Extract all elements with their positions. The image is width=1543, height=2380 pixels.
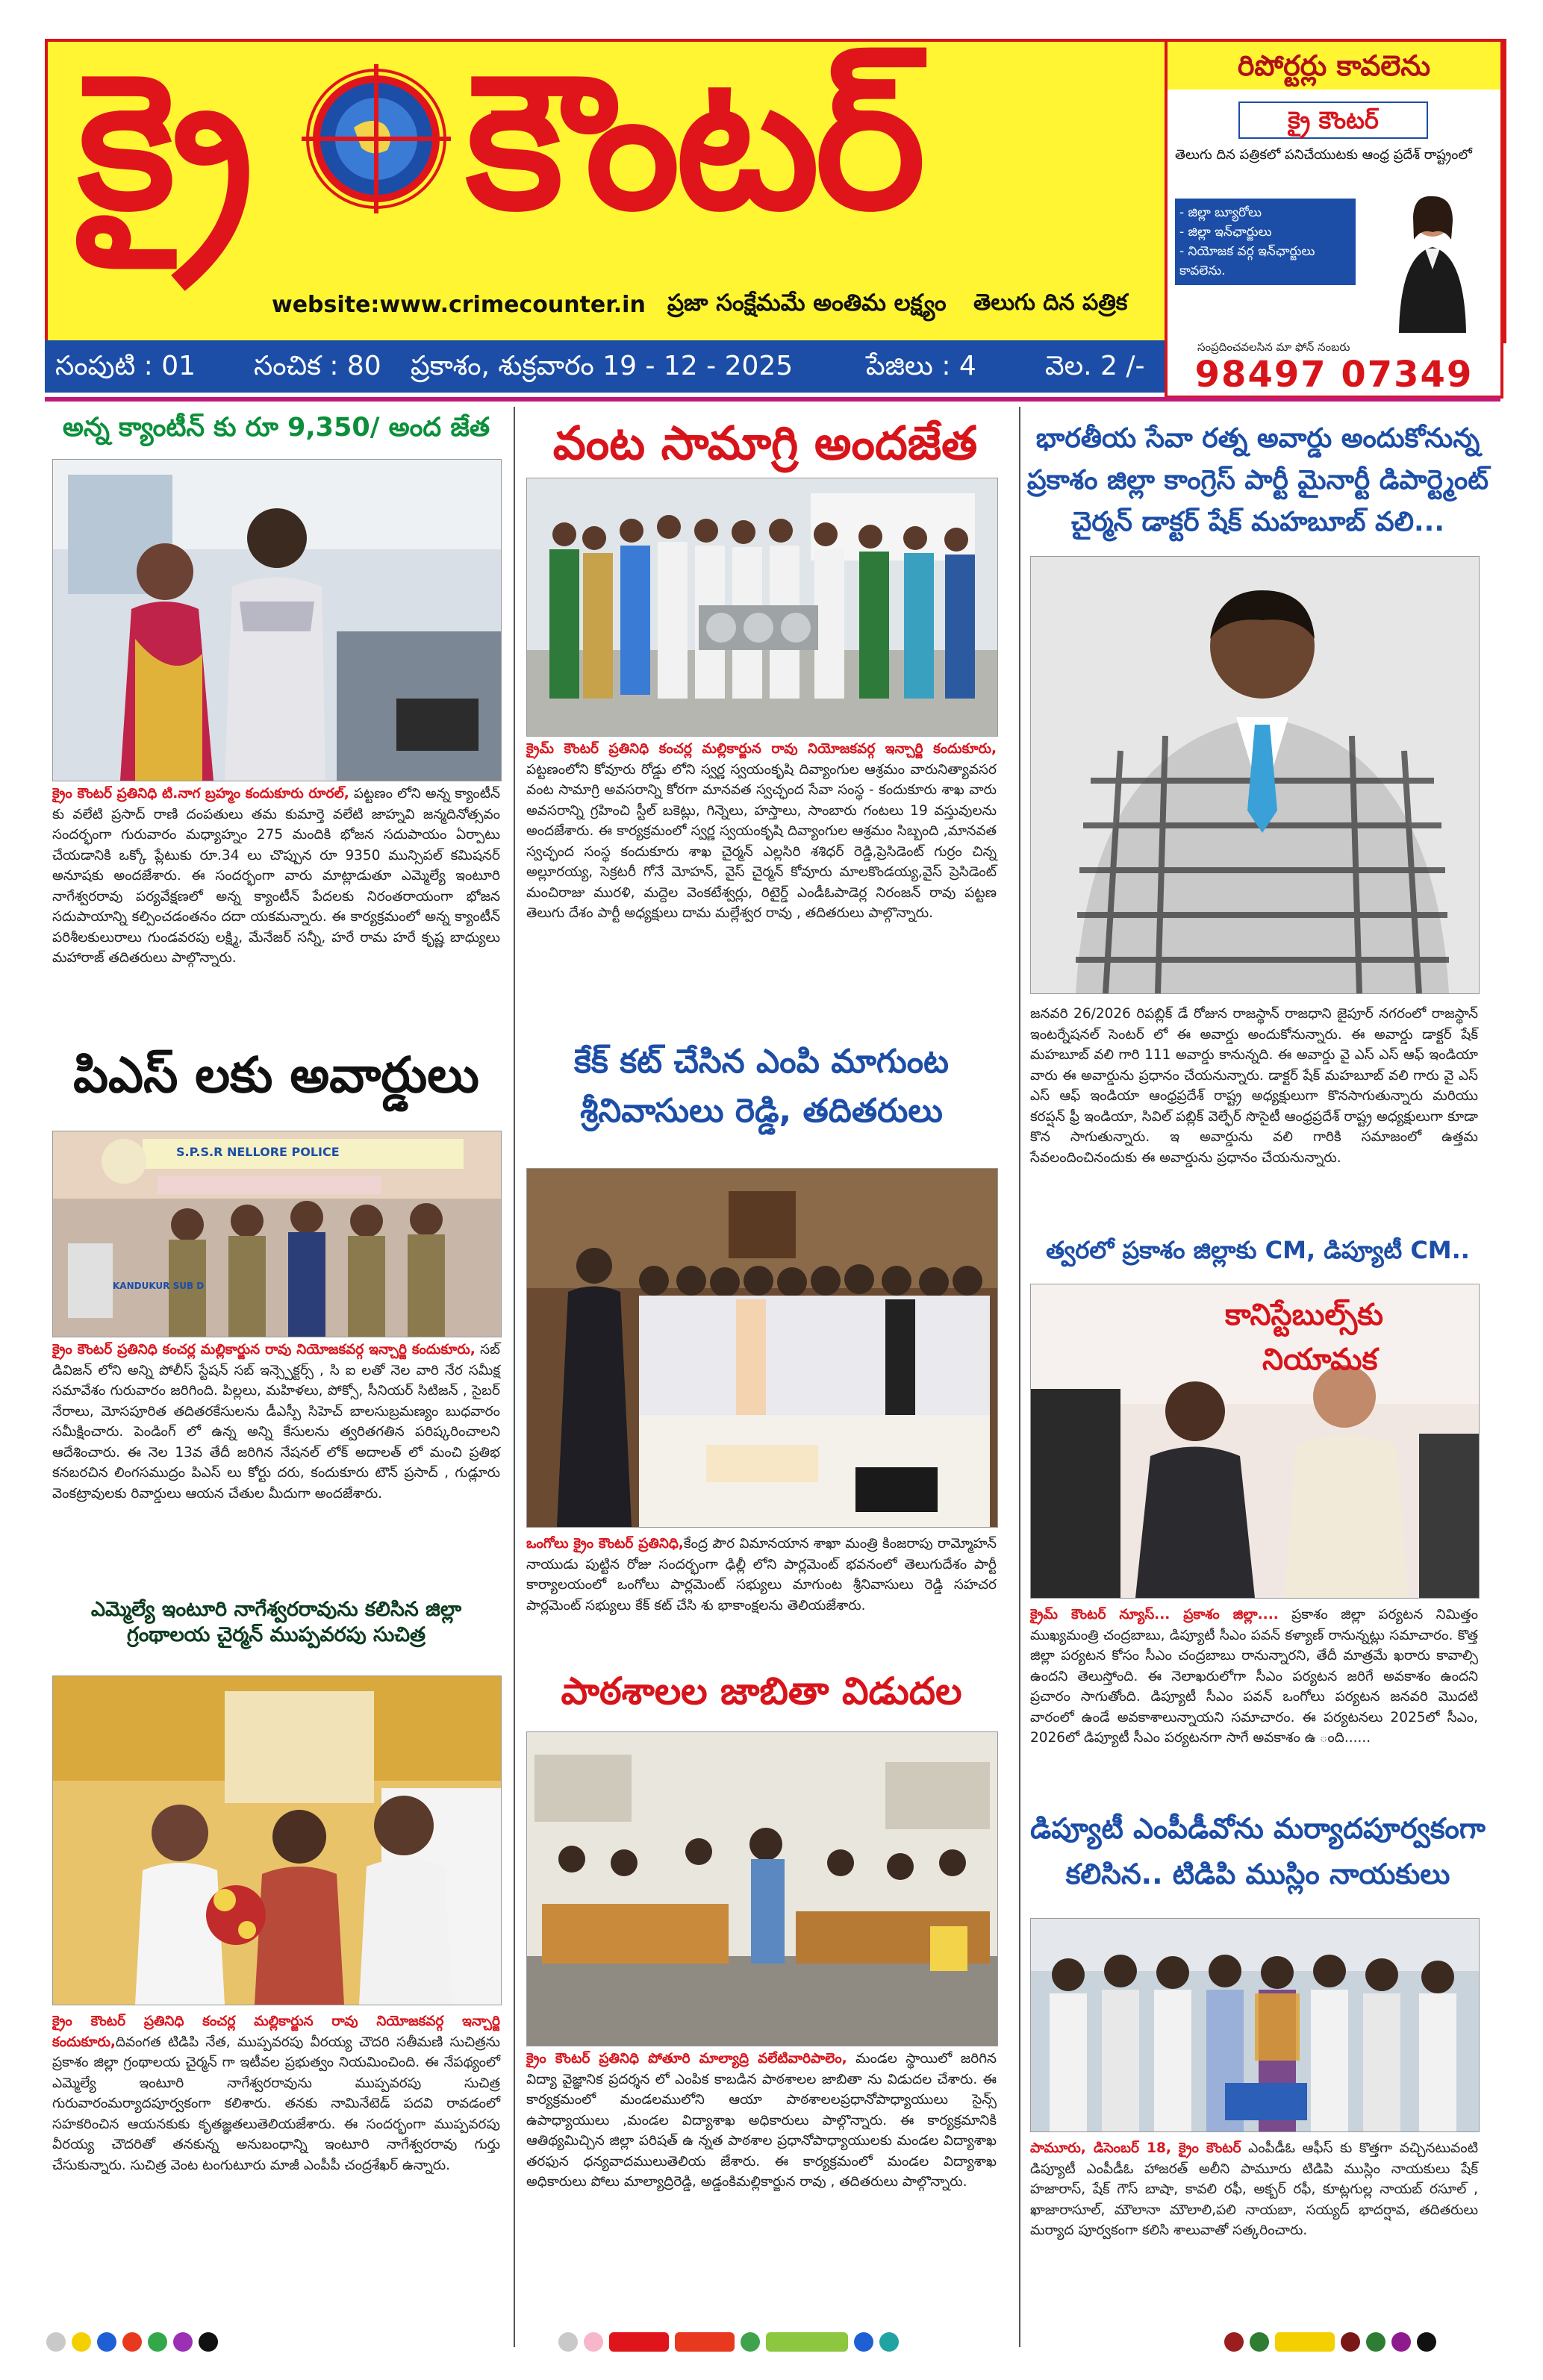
photo-schools [526,1731,998,2046]
issue-info-bar [45,340,1165,393]
headline-cm-visit: త్వరలో ప్రకాశం జిల్లాకు CM, డిప్యూటీ CM.. [1046,1236,1470,1264]
article-kitchen-lead: క్రైమ్ కౌంటర్ ప్రతినిధి కంచర్ల మల్లికార్జున రావు నియోజకవర్గ ఇన్చార్జి కందుకూరు, [526,741,997,757]
ad-list-item: కావలెను. [1179,263,1226,278]
price: వెల. 2 /- [1045,351,1145,381]
color-dot [1366,2332,1385,2352]
color-dot [72,2332,91,2352]
ad-list [1175,199,1356,285]
page-count: పేజిలు : 4 [866,351,976,381]
divider [45,397,1500,402]
article-si-awards-body [52,1340,500,1504]
headline-cake: కేక్ కట్ చేసిన ఎంపి మాగుంట శ్రీనివాసులు రెడ్డి, తదితరులు [573,1043,950,1130]
color-dot [1417,2332,1436,2352]
photo-cm-visit [1030,1284,1480,1599]
article-cm-visit-body [1030,1605,1478,1749]
headline-schools: పాఠశాలల జాబితా విడుదల [561,1670,962,1713]
ad-list-item: - నియోజక వర్గ ఇన్‌ఛార్జులు [1179,244,1315,259]
article-mpdo-lead: పామూరు, డిసెంబర్ 18, క్రైం కౌంటర్ [1030,2140,1241,2156]
color-dot [1250,2332,1269,2352]
article-schools-lead: క్రైం కౌంటర్ ప్రతినిధి పోతూరి మాల్యాద్రి వలేటివారిపాలెం, [526,2051,847,2067]
article-canteen-text: పట్టణం లోని అన్న క్యాంటీన్ కు వలేటి ప్రసాద్ రాణి దంపతులు తమ కుమార్తె వలేటి జాహ్నవి జన్మదినోత్సవం సందర్భంగా గురువారం మధ్యాహ్నం 275 మందికి భోజన సదుపాయం ఏర్పాటు చేయడానికి ఒక్కో ప్లేటుకు రూ.34 లు చొప్పున రూ 9350 మున్సిపల్ కమిషనర్ అనూషకు అందజేశారు. ఈ సందర్భంగా వారు మాట్లాడుతూ ఎమ్మెల్యే ఇంటూరి నాగేశ్వరరావు పర్యవేక్షణలో అన్న క్యాంటీన్ పేదలకు నిరంతరాయంగా భోజన సదుపాయాన్ని కల్పించడంతనం దదా యకమన్నారు. ఈ కార్యక్రమంలో అన్న క్యాంటీన్ పరిశీలకులురాలు గుండవరపు లక్ష్మి, మేనేజర్ సన్నీ, హరే రామ హరే కృష్ణ బాధ్యులు మహారాజ్ తదితరులు పాల్గొన్నారు. [52,786,501,966]
color-registration-bar-middle [558,2332,905,2353]
article-schools-body [526,2049,997,2193]
photo-cake [526,1168,998,1528]
article-award-body: జనవరి 26/2026 రిపబ్లిక్ డే రోజున రాజస్థాన్ రాజధాని జైపూర్ నగరంలో రాజస్థాన్ ఇంటర్నేషనల్ సెంటర్ లో ఈ అవార్డు అందుకోనున్నారు. ఈ అవార్డు డాక్టర్ షేక్ మహబూబ్ వలి గారి 111 అవార్డు కానున్నది. ఈ అవార్డు వై ఎస్ ఎస్ ఆఫ్ ఇండియా వారు ఈ అవార్డును ప్రధానం చేయనున్నారు. డాక్టర్ షేక్ మహబూబ్ వలి గారు వై ఎస్ ఎస్ ఆఫ్ ఇండియా ఆంధ్రప్రదేశ్ రాష్ట్ర అధ్యక్షులుగా కొనసాగుతున్నారు మరియు కరప్షన్ ఫ్రీ ఇండియా, సివిల్ పబ్లిక్ వెల్ఫేర్ సొసైటీ ఆంధ్రప్రదేశ్ రాష్ట్ర అధ్యక్షులుగా కూడా కొన సాగుతున్నారు. ఇ అవార్డును వలి గారికి సమాజంలో ఉత్తమ సేవలందించినందుకు ఈ అవార్డును ప్రధానం చేయనున్నారు. [1030,1006,1478,1166]
article-mpdo-text: ఎంపీడీఓ ఆఫీస్ కు కొత్తగా వచ్చినటువంటి డిప్యూటీ ఎంపీడీఓ హాజరత్ అలీని పామూరు టిడిపి ముస్లిం నాయకులు షేక్ హజారాస్, షేక్ గౌస్ బాషా, కావలి రఫీ, అక్బర్ రఫీ, కూట్లగుల్ల నాయబ్ రసూల్ , ఖాజారాసూల్, మౌలానా మౌలాలి,పలి నాయబా, సయ్యద్ భాదర్షావ, తదితరులు మర్యాద పూర్వకంగా కలిసి శాలువాతో సత్కరించారు. [1030,2140,1478,2238]
color-dot [173,2332,193,2352]
color-dot [122,2332,142,2352]
color-dot [46,2332,66,2352]
article-kitchen-body [526,739,997,924]
globe-crosshair-icon [302,64,451,213]
issue-number: సంచిక : 80 [254,351,381,381]
article-cm-visit-lead: క్రైమ్ కౌంటర్ న్యూస్... ప్రకాశం జిల్లా.... [1030,1607,1279,1622]
ad-phone-number[interactable]: 98497 07349 [1194,354,1474,396]
photo-kitchen [526,478,998,737]
color-registration-bar-right [1224,2332,1442,2353]
article-mpdo-body [1030,2138,1478,2241]
ad-text: తెలుగు దిన పత్రికలో పనిచేయుటకు ఆంధ్ర ప్రదేశ్ రాష్ట్రంలో [1175,147,1472,163]
color-dot [97,2332,116,2352]
ad-heading: రిపోర్టర్లు కావలెను [1168,42,1500,90]
slogan: ప్రజా సంక్షేమమే అంతిమ లక్ష్యం [667,290,947,316]
ad-contact-label: సంప్రదించవలసిన మా ఫోన్ నంబరు [1197,340,1350,354]
paper-type: తెలుగు దిన పత్రిక [973,290,1128,316]
photo-library [52,1675,502,2005]
article-si-awards-lead: క్రైం కౌంటర్ ప్రతినిధి కంచర్ల మల్లికార్జున రావు నియోజకవర్గ ఇన్చార్జి కందుకూరు, [52,1342,476,1358]
place-date: ప్రకాశం, శుక్రవారం 19 - 12 - 2025 [411,351,794,381]
logo-counter: కౌంటర్ [466,34,921,251]
ad-logo: క్రై కౌంటర్ [1238,101,1428,139]
color-swatch [1275,2332,1335,2352]
photo-banner-text: కానిస్టేబుల్స్‌కు [1225,1298,1383,1332]
website-link[interactable]: website:www.crimecounter.in [272,292,646,318]
article-library-lead: క్రైం కౌంటర్ ప్రతినిధి కంచర్ల మల్లికార్జున రావు నియోజకవర్గ ఇన్చార్జి కందుకూరు, [52,2014,500,2050]
column-divider [1019,407,1020,2347]
article-si-awards-text: సబ్ డివిజన్ లోని అన్ని పోలీస్ స్టేషన్ సబ్ ఇన్స్పెక్టర్స్ , సి ఐ లతో నెల వారి నేర సమీక్ష సమావేశం గురువారం జరిగింది. పిల్లలు, మహిళలు, పోక్సో, సీనియర్ సిటిజన్ , సైబర్ నేరాలు, మోసపూరిత తదితరకేసులను డీఎస్పీ సిహెచ్ బాలసుబ్రమణ్యం బుధవారం సమీక్షించారు. పెండింగ్ లో ఉన్న అన్ని కేసులను త్వరితగతిన పరిష్కరించాలని ఆదేశించారు. ఈ నెల 13వ తేదీ జరిగిన నేషనల్ లోక్ అదాలత్ లో మంచి ప్రతిభ కనబరచిన లింగసముద్రం పిఎస్ లు కోర్టు దరు, కందుకూరు టౌన్ ప్రసాద్ , గుడ్లూరు వెంకట్రావులకు రివార్డులు ఆయన చేతుల మీదుగా అందజేశారు. [52,1342,500,1502]
color-swatch [675,2332,735,2352]
color-dot [1341,2332,1360,2352]
article-canteen-lead: క్రైం కౌంటర్ ప్రతినిధి టి.నాగ బ్రహ్మం కందుకూరు రూరల్, [52,786,349,802]
color-dot [854,2332,873,2352]
reporters-wanted-ad [1165,39,1503,343]
color-dot [148,2332,167,2352]
article-cake-body [526,1534,997,1616]
photo-si-awards [52,1131,502,1337]
color-registration-bar-left [46,2332,224,2353]
article-cake-text: కేంద్ర పౌర విమానయాన శాఖా మంత్రి కింజరాపు రామ్మోహన్ నాయుడు పుట్టిన రోజు సందర్భంగా ఢిల్లీ లోని పార్లమెంట్ భవనంలో తెలుగుదేశం పార్టీ కార్యాలయంలో ఒంగోలు పార్లమెంట్ సభ్యులు మాగుంట శ్రీనివాసులు రెడ్డి సహచర పార్లమెంట్ సభ్యులు కేక్ కట్ చేసి శు భాకాంక్షలను తెలియజేశారు. [526,1536,997,1614]
article-schools-text: మండల స్థాయిలో జరిగిన విద్యా వైజ్ఞానిక ప్రదర్శన లో ఎంపిక కాబడిన పాఠశాలల జాబితా ను విడుదల చేశారు. ఈ కార్యక్రమంలో మండలములోని ఆయా పాఠశాలలప్రధానోపాధ్యాయులు సైన్స్ ఉపాధ్యాయులు ,మండల విద్యాశాఖ అధికారులు పాల్గొన్నారు. ఈ కార్యక్రమానికి ఆతిథ్యమిచ్చిన జిల్లా పరిషత్ ఉ న్నత పాఠశాల ప్రధానోపాధ్యాయులకు మండల విద్యాశాఖ తరఫున ధన్యవాదములుతెలియ జేశారు. ఈ కార్యక్రమంలో మండల విద్యాశాఖ అధికారులు పోలు మాల్యాద్రిరెడ్డి, అడ్డంకిమల్లికార్జున రావు , తదితరులు పాల్గొన్నారు. [526,2051,997,2190]
photo-canteen [52,459,502,781]
photo-sign-text: S.P.S.R NELLORE POLICE [176,1145,340,1159]
ad-list-item: - జిల్లా ఇన్‌ఛార్జులు [1179,225,1272,240]
ad-list-item: - జిల్లా బ్యూరోలు [1179,205,1262,220]
photo-award-person [1030,556,1480,994]
logo-crai: క్రై [78,34,249,251]
ad-phone-bar [1165,340,1503,399]
article-cake-lead: ఒంగోలు క్రైం కౌంటర్ ప్రతినిధి, [526,1536,684,1552]
article-library-body [52,2011,500,2176]
ad-person-image [1391,187,1474,333]
headline-si-awards: పిఎస్ లకు అవార్డులు [73,1046,479,1104]
color-dot [1391,2332,1411,2352]
headline-kitchen: వంట సామాగ్రి అందజేత [552,416,978,470]
color-dot [1224,2332,1244,2352]
headline-canteen: అన్న క్యాంటీన్ కు రూ 9,350/ అంద జేత [62,413,490,443]
article-kitchen-text: పట్టణంలోని కోవూరు రోడ్డు లోని స్వర్ణ స్వయంకృషి దివ్యాంగుల ఆశ్రమం వారునిత్యావసర వంట సామాగ్రి అవసరాన్ని కోరగా మానవత స్వచ్ఛంద సేవా సంస్థ - కందుకూరు శాఖ వారు అవసరాన్ని గ్రహించి స్టీల్ బకెట్లు, గిన్నెలు, హస్తాలు, సాంబారు గంటలు 19 వస్తువులను అందజేశారు. ఈ కార్యక్రమంలో స్వర్ణ స్వయంకృషి దివ్యాంగుల ఆశ్రమం సిబ్బంది ,మానవత స్వచ్ఛంద సంస్థ కందుకూరు శాఖ చైర్మన్ ఎల్లసిరి శశిధర్ రెడ్డి,ప్రెసిడెంట్ గుర్రం చిన్న అల్లూరయ్య, సెక్రటరీ గోనే మోహన్, వైస్ చైర్మన్ కోవూరు మాలకొండయ్య,వైస్ ప్రెసిడెంట్ మంచిరాజు మురళి, మద్దెల వెంకటేశ్వర్లు, రిటైర్డ్ ఎండీఓపాడెర్ల నిరంజన్ రావు పట్టణ తెలుగు దేశం పార్టీ అధ్యక్షులు దామ మల్లేశ్వర రావు , తదితరులు పాల్గొన్నారు. [526,761,997,921]
article-cm-visit-text: ప్రకాశం జిల్లా పర్యటన నిమిత్తం ముఖ్యమంత్రి చంద్రబాబు, డిప్యూటీ సీఎం పవన్ కళ్యాణ్ రానున్నట్లు సమాచారం. కొత్త జిల్లా పర్యటన కోసం సీఎం చంద్రబాబు రానున్నారని, తేదీ మాత్రమే ఖరారు కావాల్సి ఉందని తెలుస్తోంది. ఈ నెలాఖరులోగా సీఎం పర్యటన జరిగే అవకాశం ఉందని ప్రచారం సాగుతోంది. డిప్యూటీ సీఎం పవన్ ఒంగోలు పర్యటన జనవరి మొదటి వారంలో ఉండే అవకాశాలున్నాయని సమాచారం. ఈ పర్యటనలు 2025లో సీఎం, 2026లో డిప్యూటీ సీఎం పర్యటనగా సాగే అవకాశం ఉ ంది...... [1030,1607,1478,1746]
color-swatch [766,2332,848,2352]
article-canteen-body [52,784,500,969]
color-dot [199,2332,218,2352]
photo-mpdo [1030,1918,1480,2132]
color-dot [558,2332,578,2352]
column-divider [514,407,515,2347]
color-dot [584,2332,603,2352]
color-dot [879,2332,899,2352]
headline-mpdo: డిప్యూటీ ఎంపీడీవోను మర్యాదపూర్వకంగా కలిసిన.. టిడిపి ముస్లిం నాయకులు [1030,1812,1486,1890]
headline-award: భారతీయ సేవా రత్న అవార్డు అందుకోనున్న ప్రకాశం జిల్లా కాంగ్రెస్ పార్టీ మైనార్టీ డిపార్ట్మెంట్ చైర్మన్ డాక్టర్ షేక్ మహబూబ్ వలి... [1026,423,1489,537]
headline-library: ఎమ్మెల్యే ఇంటూరి నాగేశ్వరరావును కలిసిన జిల్లా గ్రంథాలయ చైర్మన్ ముప్పవరపు సుచిత్ర [90,1598,462,1646]
photo-sign-text: KANDUKUR SUB D [113,1281,205,1291]
color-swatch [609,2332,669,2352]
photo-banner-text: నియామక [1262,1343,1378,1377]
volume: సంపుటి : 01 [55,351,196,381]
color-dot [741,2332,760,2352]
article-library-text: దివంగత టిడిపి నేత, ముప్పవరపు వీరయ్య చౌదరి సతీమణి సుచిత్రను ప్రకాశం జిల్లా గ్రంథాలయ చైర్మన్ గా ఇటీవల ప్రభుత్వం నియమించింది. ఈ నేపథ్యంలో ఎమ్మెల్యే ఇంటూరి నాగేశ్వరరావును ముప్పవరపు సుచిత్ర గురువారంమర్యాదపూర్వకంగా కలిశారు. తనకు నామినేటెడ్ పదవి రావడంలో సహకరించిన ఆయనకుకు కృతజ్ఞతలుతెలియజేశారు. ఈ సందర్భంగా ముప్పవరపు వీరయ్య చౌదరితో తనకున్న అనుబంధాన్ని ఇంటూరి నాగేశ్వరరావు గుర్తు చేసుకున్నారు. సుచిత్ర వెంట టంగుటూరు మాజీ ఎంపీపీ చంద్రశేఖర్ ఉన్నారు. [52,2034,500,2173]
